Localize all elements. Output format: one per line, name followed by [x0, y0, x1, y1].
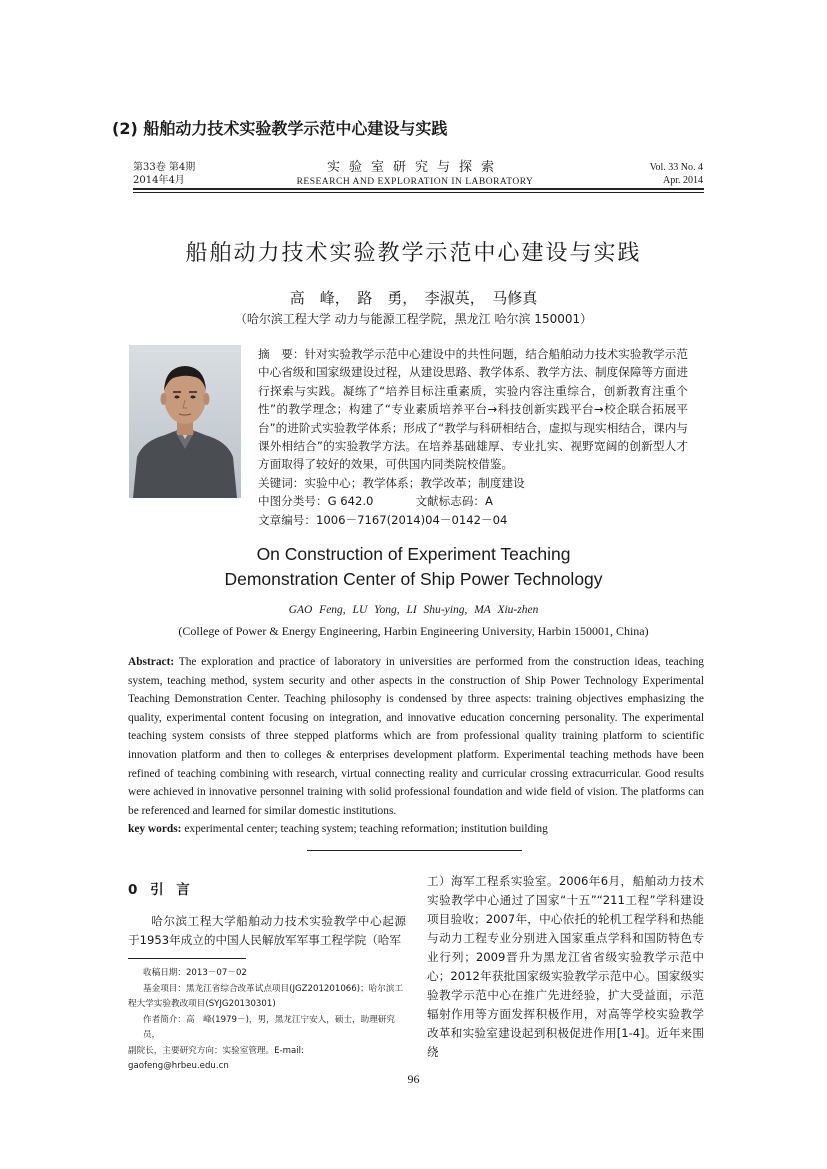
body-column-left [128, 878, 406, 950]
section-heading: (2) 船舶动力技术实验教学示范中心建设与实践 [112, 119, 448, 138]
affiliation-en: (College of Power & Energy Engineering, Harbin Engineering University, Harbin 150001, China) [178, 624, 649, 638]
journal-date-en: Apr. 2014 [663, 175, 703, 186]
header-rule-thick [133, 188, 704, 190]
footnotes [128, 966, 406, 1075]
journal-volume-info-en [650, 161, 703, 187]
affiliation-cn: （哈尔滨工程大学 动力与能源工程学院，黑龙江 哈尔滨 150001） [234, 312, 593, 326]
clc-number: 中图分类号：G 642.0 [258, 494, 374, 509]
footnote-author-line1: 作者简介：高 峰(1979－)，男，黑龙江宁安人，硕士，助理研究员， [143, 1014, 396, 1040]
journal-volume-en: Vol. 33 No. 4 [649, 162, 703, 173]
journal-volume-cn: 第33卷 第4期 [133, 162, 196, 173]
body-column-right [427, 872, 704, 1062]
abstract-cn: 摘 要：针对实验教学示范中心建设中的共性问题，结合船舶动力技术实验教学示范中心省级和国家级建设过程，从建设思路、教学体系、教学方法、制度保障等方面进行探索与实践。凝练了“培养目标注重素质，实验内容注重综合，创新教育注重个性”的教学理念；构建了“专业素质培养平台→科技创新实践平台→校企联合拓展平台”的进阶式实验教学体系；形成了“教学与科研相结合，虚拟与现实相结合，课内与课外相结合”的实验教学方法。在培养基础雄厚、专业扎实、视野宽阔的创新型人才方面取得了较好的效果，可供国内同类院校借鉴。 [258, 347, 688, 472]
author-photo [129, 345, 241, 498]
abstract-en-block [128, 653, 704, 839]
footnote-fund-line1: 基金项目：黑龙江省综合改革试点项目(JGZ201201066)；哈尔滨工 [143, 983, 404, 994]
abstract-en [128, 653, 704, 820]
classification-line [258, 492, 688, 510]
paper-title-en [0, 542, 827, 592]
journal-date-cn: 2014年4月 [133, 175, 185, 186]
footnote-rule [128, 958, 246, 959]
intro-heading: 0 引 言 [128, 882, 190, 898]
footnote-received: 收稿日期：2013－07－02 [143, 968, 247, 978]
abstract-en-text: The exploration and practice of laboratory in universities are performed from the construction ideas, teaching system, teaching method, system security and other aspects in the construction of Ship Power Technology Experimental Teaching Demonstration Center. Teaching philosophy is condensed by three aspects: training objectives emphasizing the quality, experimental content focusing on integration, and innovative education concerning personality. The experimental teaching system consists of three stepped platforms which are from professional quality training platform to scientific innovation platform and then to colleges & enterprises development platform. Experimental teaching methods have been refined of teaching combining with research, virtual connecting reality and curricular crossing extracurricular. Good results were achieved in innovative personnel training with solid professional foundation and wide field of vision. The platforms can be referenced and learned for similar domestic institutions. [128, 656, 704, 817]
keywords-cn: 关键词：实验中心；教学体系；教学改革；制度建设 [258, 475, 525, 490]
journal-name-cn: 实验室研究与探索 [326, 160, 503, 175]
abstract-en-label: Abstract: [128, 656, 175, 668]
document-code: 文献标志码：A [415, 494, 493, 509]
keywords-en-text: experimental center; teaching system; teaching reformation; institution building [181, 823, 548, 836]
journal-name-en: RESEARCH AND EXPLORATION IN LABORATORY [296, 177, 534, 187]
authors-cn: 高 峰， 路 勇， 李淑英， 马修真 [289, 289, 538, 307]
authors-en: GAO Feng, LU Yong, LI Shu-ying, MA Xiu-zhen [288, 604, 539, 616]
paper-title-en-line1: On Construction of Experiment Teaching [256, 544, 571, 564]
keywords-en [128, 820, 704, 839]
page-number: 96 [407, 1072, 420, 1086]
footnote-fund-line2: 程大学实验教改项目(SYJG20130301) [128, 999, 276, 1009]
paper-title-cn: 船舶动力技术实验教学示范中心建设与实践 [185, 241, 642, 266]
journal-volume-info-cn [133, 161, 195, 187]
keywords-en-label: key words: [128, 823, 182, 836]
abstract-cn-block [258, 345, 688, 529]
footnote-author-line2: 副院长，主要研究方向：实验室管理。E-mail: gaofeng@hrbeu.edu.cn [128, 1045, 304, 1071]
section-separator [307, 850, 522, 851]
journal-name [250, 160, 580, 189]
header-rule-thin [133, 192, 704, 193]
intro-paragraph-right: 工）海军工程系实验室。2006年6月，船舶动力技术实验教学中心通过了国家“十五”“211工程”学科建设项目验收；2007年，中心依托的轮机工程学科和热能与动力工程专业分别进入国家重点学科和国防特色专业行列；2009晋升为黑龙江省省级实验教学示范中心；2012年获批国家级实验教学示范中心。国家级实验教学示范中心在推广先进经验，扩大受益面，示范辐射作用等方面发挥积极作用，对高等学校实验教学改革和实验室建设起到积极促进作用[1-4]。近年来围绕 [427, 874, 704, 1059]
article-number: 文章编号：1006－7167(2014)04－0142－04 [258, 512, 508, 527]
paper-title-en-line2: Demonstration Center of Ship Power Technology [224, 569, 603, 589]
intro-paragraph-left: 哈尔滨工程大学船舶动力技术实验教学中心起源于1953年成立的中国人民解放军军事工程学院（哈军 [128, 914, 406, 947]
